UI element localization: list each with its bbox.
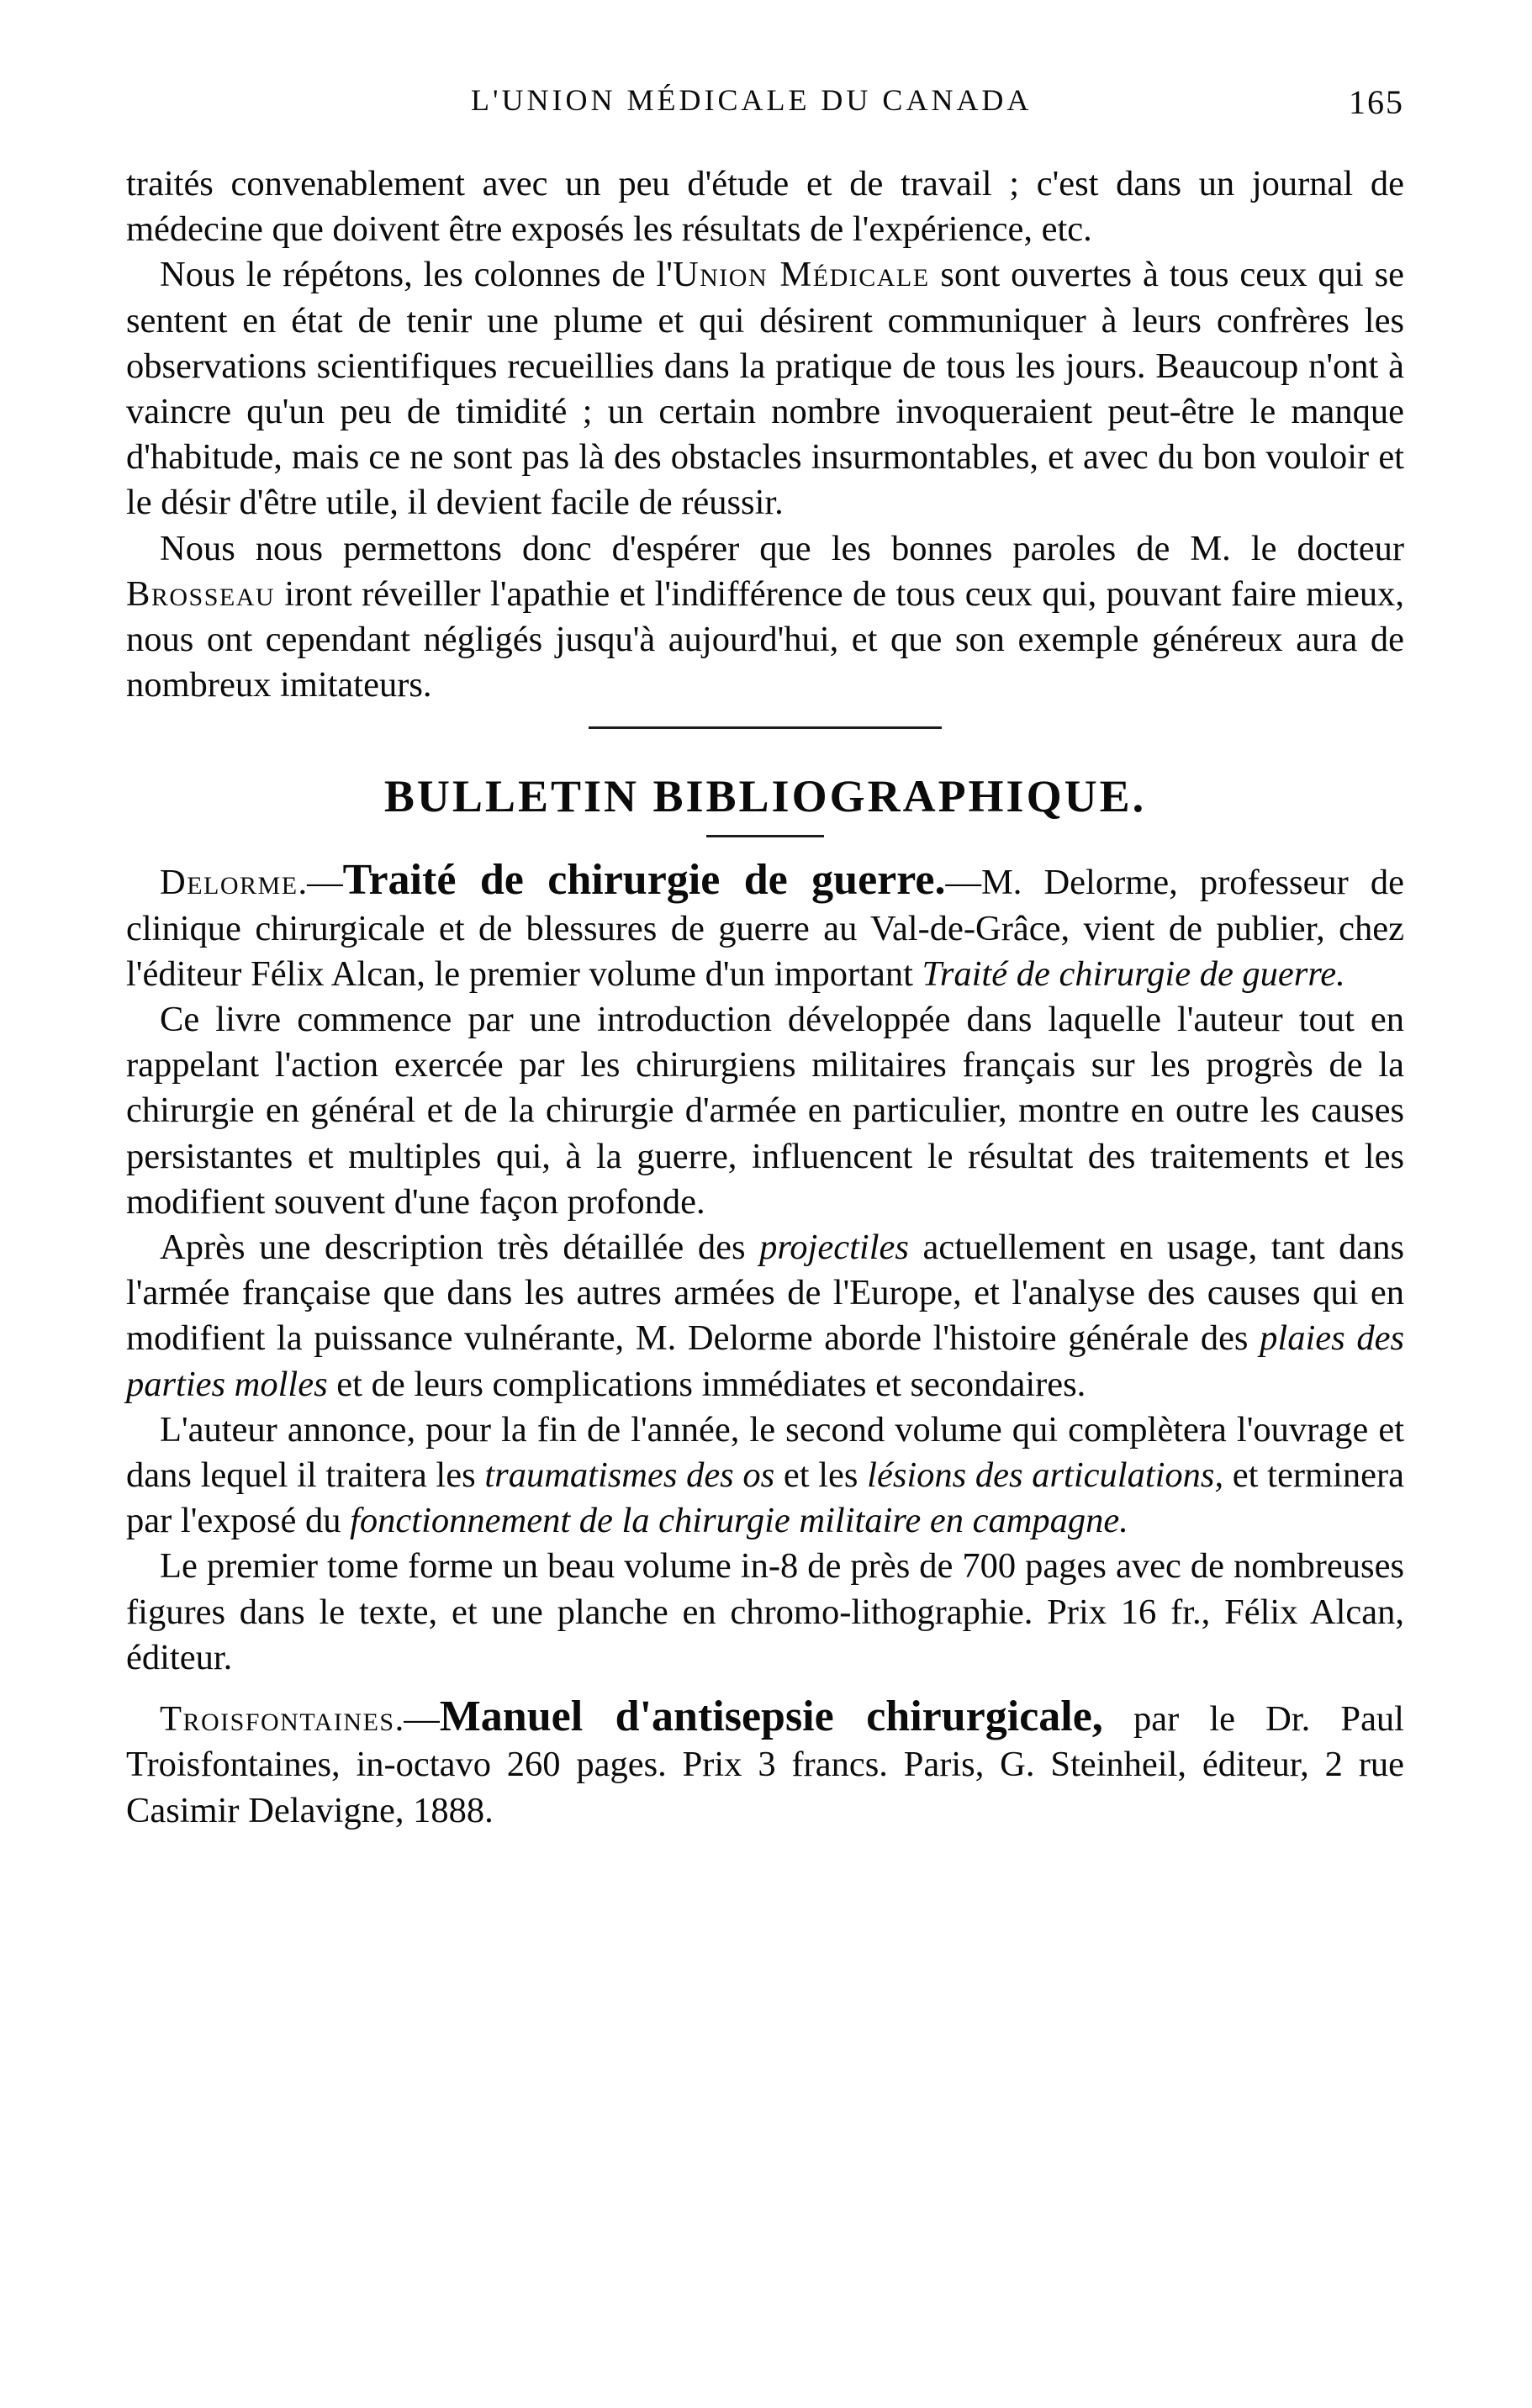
entry-paragraph	[126, 1225, 1404, 1407]
title-underline	[706, 835, 824, 837]
journal-title: L'UNION MÉDICALE DU CANADA	[471, 83, 1033, 117]
entry-dash: .—	[394, 1699, 440, 1740]
entry-author: Delorme	[160, 863, 298, 903]
entry-delorme	[126, 858, 1404, 997]
paragraph-continued	[126, 161, 1404, 252]
entry-title: Traité de chirurgie de guerre.	[342, 856, 946, 905]
entry-italic: fonctionnement de la chirurgie militaire en campagne.	[350, 1501, 1128, 1541]
paragraph-text: Nous le répétons, les colonnes de l'	[160, 255, 673, 295]
section-divider	[589, 726, 942, 729]
entry-italic: traumatismes des os	[484, 1455, 775, 1496]
entry-paragraph	[126, 997, 1404, 1225]
entry-paragraph	[126, 1544, 1404, 1681]
entry-text: et de leurs complications immédiates et secondaires.	[327, 1364, 1086, 1404]
paragraph-text: iront réveiller l'apathie et l'indifférence de tous ceux qui, pouvant faire mieux, nous ont cependant négligés jusqu'à aujourd'hui, et que son exemple généreux aura de nombreux imitateurs.	[126, 573, 1404, 705]
entry-text: L'auteur annonce, pour la fin de l'année, le second volume qui complètera l'ouvrage et dans lequel il traitera les	[126, 1409, 1404, 1496]
paragraph-text: traités convenablement avec un peu d'étude et de travail ; c'est dans un journal de médecine que doivent être exposés les résultats de l'expérience, etc.	[126, 164, 1404, 250]
entry-text: Ce livre commence par une introduction développée dans laquelle l'auteur tout en rappelant l'action exercée par les chirurgiens militaires français sur les progrès de la chirurgie en général et de la chirurgie d'armée en particulier, montre en outre les causes persistantes et multiples qui, à la guerre, influencent le résultat des traitements et les modifient souvent d'une façon profonde.	[126, 1000, 1404, 1222]
entry-text: —M. Delorme, professeur de clinique chirurgicale et de blessures de guerre au Val-de-Grâce, vient de publier, chez l'éditeur Félix Alcan, le premier volume d'un important	[126, 863, 1404, 994]
entry-text: et terminera par l'exposé du	[126, 1455, 1404, 1541]
entry-text: Après une description très détaillée des	[160, 1228, 760, 1268]
entry-italic: lésions des articulations,	[867, 1455, 1224, 1496]
paragraph-invitation	[126, 252, 1404, 525]
paragraph-text: Nous nous permettons donc d'espérer que les bonnes paroles de M. le docteur	[160, 528, 1404, 568]
entry-paragraph	[126, 1407, 1404, 1545]
journal-name-smallcaps: Union Médicale	[672, 255, 930, 295]
paragraph-text: sont ouvertes à tous ceux qui se sentent en état de tenir une plume et qui désirent communiquer à leurs confrères les observations scientifiques recueillies dans la pratique de tous les jours. Beaucoup n'ont à vaincre qu'un peu de timidité ; un certain nombre invoqueraient peut-être le manque d'habitude, mais ce ne sont pas là des obstacles insurmontables, et avec du bon vouloir et le désir d'être utile, il devient facile de réussir.	[126, 255, 1404, 523]
page-body	[126, 161, 1404, 1834]
entry-troisfontaines	[126, 1694, 1404, 1834]
paragraph-hope	[126, 526, 1404, 709]
entry-title: Manuel d'antisepsie chirurgicale,	[439, 1692, 1103, 1741]
journal-page	[126, 67, 1404, 2371]
entry-italic: projectiles	[759, 1228, 909, 1268]
running-head	[126, 82, 1404, 133]
entry-italic: Traité de chirurgie de guerre.	[922, 953, 1345, 994]
page-number: 165	[1349, 83, 1404, 121]
section-title: BULLETIN BIBLIOGRAPHIQUE.	[383, 771, 1147, 822]
entry-dash: .—	[298, 863, 343, 903]
entry-text: par le Dr. Paul Troisfontaines, in-octavo 260 pages. Prix 3 francs. Paris, G. Steinheil, éditeur, 2 rue Casimir Delavigne, 1888.	[126, 1699, 1404, 1830]
entry-author: Troisfontaines	[160, 1699, 395, 1740]
entry-text: et les	[774, 1455, 868, 1496]
entry-text: Le premier tome forme un beau volume in-8 de près de 700 pages avec de nombreuses figures dans le texte, et une planche en chromo-lithographie. Prix 16 fr., Félix Alcan, éditeur.	[126, 1546, 1404, 1677]
entry-text: actuellement en usage, tant dans l'armée française que dans les autres armées de l'Europe, et l'analyse des causes qui en modifient la puissance vulnérante, M. Delorme aborde l'histoire générale des	[126, 1228, 1404, 1359]
doctor-name-smallcaps: Brosseau	[126, 573, 276, 614]
entry-italic: plaies des parties molles	[126, 1318, 1405, 1404]
